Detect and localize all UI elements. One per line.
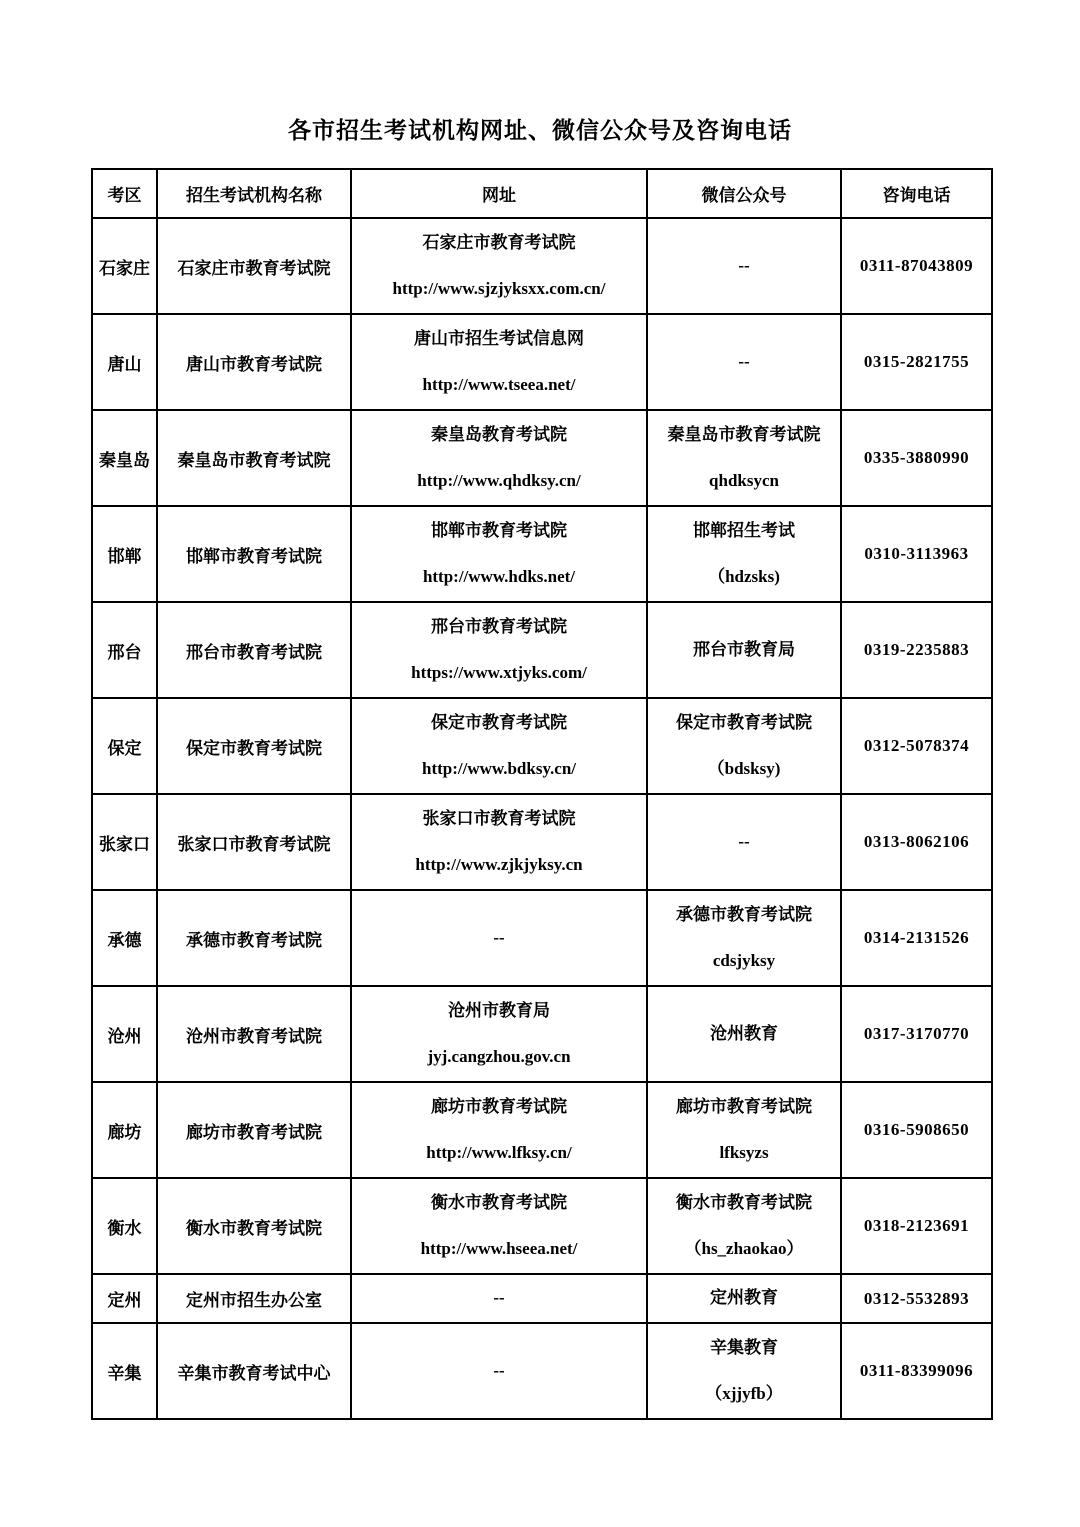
cell-region: 邯郸: [92, 506, 157, 602]
cell-agency: 邢台市教育考试院: [157, 602, 351, 698]
table-row: [92, 698, 992, 794]
exam-agencies-table: [91, 168, 993, 1420]
cell-wechat-line: （hs_zhaokao）: [684, 1239, 804, 1258]
cell-website-line: http://www.tseea.net/: [422, 375, 576, 394]
cell-wechat-line: --: [738, 255, 750, 275]
cell-phone: 0319-2235883: [841, 602, 992, 698]
cell-wechat-line: 保定市教育考试院: [676, 712, 812, 732]
cell-website-line: http://www.bdksy.cn/: [422, 759, 576, 778]
cell-website: [351, 986, 647, 1082]
cell-wechat: [647, 314, 841, 410]
cell-agency: 石家庄市教育考试院: [157, 218, 351, 314]
cell-website-line: 保定市教育考试院: [431, 712, 567, 732]
cell-region: 唐山: [92, 314, 157, 410]
table-row: [92, 1178, 992, 1274]
cell-website-line: http://www.zjkjyksy.cn: [415, 855, 583, 874]
cell-agency: 辛集市教育考试中心: [157, 1323, 351, 1419]
cell-wechat-line: 衡水市教育考试院: [676, 1192, 812, 1212]
cell-region: 定州: [92, 1274, 157, 1323]
cell-agency: 张家口市教育考试院: [157, 794, 351, 890]
cell-phone: 0311-83399096: [841, 1323, 992, 1419]
cell-region: 衡水: [92, 1178, 157, 1274]
cell-wechat: [647, 1323, 841, 1419]
column-header: 招生考试机构名称: [157, 169, 351, 218]
cell-phone: 0311-87043809: [841, 218, 992, 314]
cell-phone: 0318-2123691: [841, 1178, 992, 1274]
cell-website: [351, 890, 647, 986]
cell-wechat-line: （bdsksy): [707, 759, 781, 778]
cell-agency: 廊坊市教育考试院: [157, 1082, 351, 1178]
cell-phone: 0313-8062106: [841, 794, 992, 890]
table-row: [92, 218, 992, 314]
cell-phone: 0317-3170770: [841, 986, 992, 1082]
cell-wechat-line: --: [738, 351, 750, 371]
cell-website-line: http://www.hdks.net/: [422, 567, 576, 586]
cell-wechat-line: cdsjyksy: [712, 951, 776, 970]
cell-phone: 0315-2821755: [841, 314, 992, 410]
cell-website: [351, 410, 647, 506]
cell-region: 沧州: [92, 986, 157, 1082]
cell-website-line: --: [493, 1288, 505, 1308]
table-row: [92, 1082, 992, 1178]
cell-website: [351, 698, 647, 794]
cell-agency: 衡水市教育考试院: [157, 1178, 351, 1274]
cell-region: 廊坊: [92, 1082, 157, 1178]
cell-wechat-line: 秦皇岛市教育考试院: [667, 424, 821, 444]
table-row: [92, 986, 992, 1082]
cell-website-line: 邢台市教育考试院: [431, 616, 567, 636]
cell-phone: 0312-5532893: [841, 1274, 992, 1323]
cell-wechat: [647, 602, 841, 698]
cell-website-line: 沧州市教育局: [448, 1000, 550, 1020]
cell-wechat: [647, 698, 841, 794]
cell-wechat-line: lfksyzs: [719, 1143, 769, 1162]
cell-wechat: [647, 410, 841, 506]
cell-phone: 0312-5078374: [841, 698, 992, 794]
cell-agency: 保定市教育考试院: [157, 698, 351, 794]
cell-wechat: [647, 218, 841, 314]
cell-website-line: http://www.hseea.net/: [420, 1239, 578, 1258]
cell-region: 保定: [92, 698, 157, 794]
cell-wechat-line: 邯郸招生考试: [693, 520, 795, 540]
cell-website: [351, 1323, 647, 1419]
cell-website: [351, 506, 647, 602]
table-row: [92, 1323, 992, 1419]
cell-wechat-line: --: [738, 831, 750, 851]
cell-phone: 0335-3880990: [841, 410, 992, 506]
cell-wechat: [647, 1274, 841, 1323]
cell-website-line: http://www.qhdksy.cn/: [417, 471, 581, 490]
column-header: 网址: [351, 169, 647, 218]
cell-wechat: [647, 794, 841, 890]
cell-agency: 承德市教育考试院: [157, 890, 351, 986]
cell-website-line: 衡水市教育考试院: [431, 1192, 567, 1212]
cell-website-line: 张家口市教育考试院: [422, 808, 576, 828]
cell-region: 辛集: [92, 1323, 157, 1419]
cell-website: [351, 314, 647, 410]
cell-website-line: 秦皇岛教育考试院: [431, 424, 567, 444]
cell-wechat-line: 定州教育: [710, 1288, 778, 1308]
cell-website: [351, 1274, 647, 1323]
cell-wechat-line: （xjjyfb）: [705, 1384, 783, 1403]
cell-website: [351, 602, 647, 698]
column-header: 咨询电话: [841, 169, 992, 218]
cell-website-line: jyj.cangzhou.gov.cn: [427, 1047, 571, 1066]
table-row: [92, 1274, 992, 1323]
column-header: 考区: [92, 169, 157, 218]
cell-website-line: http://www.lfksy.cn/: [426, 1143, 572, 1162]
cell-agency: 沧州市教育考试院: [157, 986, 351, 1082]
table-row: [92, 890, 992, 986]
cell-website: [351, 794, 647, 890]
cell-region: 邢台: [92, 602, 157, 698]
cell-wechat-line: 辛集教育: [710, 1337, 778, 1357]
cell-wechat: [647, 986, 841, 1082]
cell-wechat-line: 承德市教育考试院: [676, 904, 812, 924]
table-row: [92, 410, 992, 506]
cell-website-line: 唐山市招生考试信息网: [414, 328, 584, 348]
cell-website: [351, 1082, 647, 1178]
cell-region: 秦皇岛: [92, 410, 157, 506]
cell-wechat-line: qhdksycn: [709, 471, 779, 490]
cell-agency: 定州市招生办公室: [157, 1274, 351, 1323]
cell-region: 承德: [92, 890, 157, 986]
cell-phone: 0310-3113963: [841, 506, 992, 602]
cell-website: [351, 218, 647, 314]
cell-website-line: https://www.xtjyks.com/: [411, 663, 587, 682]
table-row: [92, 314, 992, 410]
table-header-row: [92, 169, 992, 218]
cell-agency: 邯郸市教育考试院: [157, 506, 351, 602]
cell-agency: 唐山市教育考试院: [157, 314, 351, 410]
cell-website-line: --: [493, 927, 505, 947]
cell-wechat: [647, 1178, 841, 1274]
cell-website: [351, 1178, 647, 1274]
table-row: [92, 794, 992, 890]
cell-wechat-line: 廊坊市教育考试院: [676, 1096, 812, 1116]
cell-wechat-line: 邢台市教育局: [693, 639, 795, 659]
cell-region: 石家庄: [92, 218, 157, 314]
cell-agency: 秦皇岛市教育考试院: [157, 410, 351, 506]
cell-website-line: 石家庄市教育考试院: [422, 232, 576, 252]
table-row: [92, 506, 992, 602]
cell-wechat: [647, 506, 841, 602]
table-row: [92, 602, 992, 698]
cell-website-line: --: [493, 1360, 505, 1380]
cell-wechat-line: （hdzsks): [708, 567, 780, 586]
cell-website-line: http://www.sjzjyksxx.com.cn/: [392, 279, 606, 298]
cell-wechat: [647, 1082, 841, 1178]
cell-wechat: [647, 890, 841, 986]
cell-region: 张家口: [92, 794, 157, 890]
page-title: 各市招生考试机构网址、微信公众号及咨询电话: [288, 118, 792, 143]
cell-website-line: 廊坊市教育考试院: [431, 1096, 567, 1116]
cell-wechat-line: 沧州教育: [710, 1023, 778, 1043]
column-header: 微信公众号: [647, 169, 841, 218]
cell-phone: 0314-2131526: [841, 890, 992, 986]
cell-website-line: 邯郸市教育考试院: [431, 520, 567, 540]
cell-phone: 0316-5908650: [841, 1082, 992, 1178]
